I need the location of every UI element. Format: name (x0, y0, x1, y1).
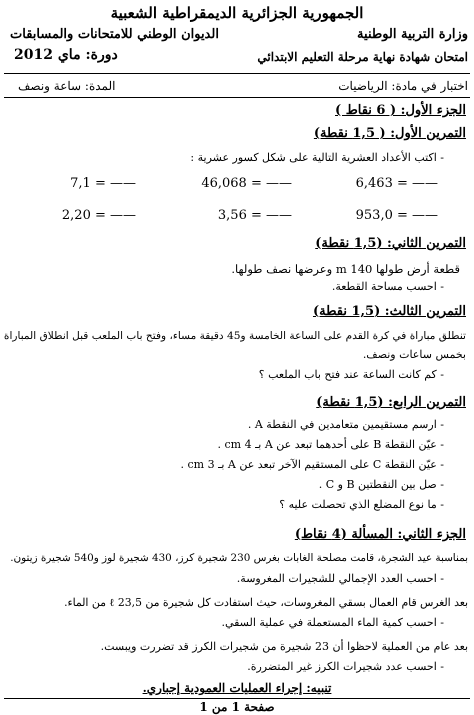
session-year: 2012 (14, 47, 53, 63)
exam-name: امتحان شهادة نهاية مرحلة التعليم الابتدائي (257, 50, 468, 64)
exam-subject: اختبار في مادة: الرياضيات (338, 79, 468, 93)
ex3-line3: - كم كانت الساعة عند فتح باب الملعب ؟ (259, 368, 444, 381)
subject-divider (4, 97, 470, 98)
ex1-item-4: 953,0 = —— (355, 208, 438, 223)
ex1-item-5: 3,56 = —— (217, 208, 292, 223)
ex2-title: التمرين الثاني: (1,5 نقطة) (315, 236, 466, 251)
ministry-name: وزارة التربية الوطنية (357, 27, 468, 42)
ex1-item-3: 7,1 = —— (70, 176, 136, 191)
ex1-item-1: 6,463 = —— (355, 176, 438, 191)
part1-title: الجزء الأول: ( 6 نقاط ) (335, 103, 466, 118)
ex4-line1: - ارسم مستقيمين متعامدين في النقطة A . (248, 418, 444, 431)
ex1-title: التمرين الأول: ( 1,5 نقطة) (313, 126, 466, 141)
part2-line4: - احسب كمية الماء المستعملة في عملية السقي. (221, 616, 444, 629)
footer-divider (4, 698, 470, 699)
ex2-line1: قطعة أرض طولها 140 m وعرضها نصف طولها. (231, 262, 460, 276)
republic-title: الجمهورية الجزائرية الديمقراطية الشعبية (110, 4, 364, 22)
part2-line3: بعد الغرس قام العمال بسقي المغروسات، حيث استفادت كل شجيرة من 23,5 ℓ من الماء. (64, 596, 468, 609)
part2-title: الجزء الثاني: المسألة (4 نقاط) (294, 527, 466, 542)
ex3-line1: تنطلق مباراة في كرة القدم على الساعة الخامسة و45 دقيقة مساء، وفتح باب الملعب قبل انطلاق المباراة (3, 330, 466, 342)
ex3-title: التمرين الثالث: (1,5 نقطة) (312, 304, 466, 319)
part2-line5: بعد عام من العملية لاحظوا أن 23 شجيرة من شجيرات الكرز قد تضررت ويبست. (100, 640, 468, 653)
part2-line2: - احسب العدد الإجمالي للشجيرات المغروسة. (237, 572, 444, 585)
ex1-item-6: 2,20 = —— (61, 208, 136, 223)
part2-line1: بمناسبة عيد الشجرة، قامت مصلحة الغابات بغرس 230 شجيرة كرز، 430 شجيرة لوز و540 شجيرة زيتون. (10, 552, 468, 564)
ex4-line2: - عيّن النقطة B على أحدهما تبعد عن A بـ 4 cm . (217, 438, 444, 451)
ex4-title: التمرين الرابع: (1,5 نقطة) (316, 395, 466, 410)
part2-line6: - احسب عدد شجيرات الكرز غير المتضررة. (247, 660, 444, 673)
ex2-line2: - احسب مساحة القطعة. (332, 280, 444, 293)
session-label: دورة: ماي (57, 47, 118, 63)
office-name: الديوان الوطني للامتحانات والمسابقات (10, 27, 219, 42)
ex4-line5: - ما نوع المضلع الذي تحصلت عليه ؟ (279, 498, 444, 511)
ex1-instruction: - اكتب الأعداد العشرية التالية على شكل كسور عشرية : (190, 151, 444, 164)
part2-note: تنبيه: إجراء العمليات العمودية إجباري. (142, 681, 332, 695)
header-divider (4, 73, 470, 74)
exam-session (14, 47, 118, 63)
exam-duration: المدة: ساعة ونصف (18, 79, 116, 93)
ex4-line4: - صل بين النقطتين B و C . (319, 478, 444, 491)
ex4-line3: - عيّن النقطة C على المستقيم الآخر تبعد عن A بـ 3 cm . (181, 458, 445, 471)
page-number: صفحة 1 من 1 (199, 700, 275, 714)
ex1-item-2: 46,068 = —— (201, 176, 292, 191)
ex3-line2: بخمس ساعات ونصف. (362, 348, 466, 361)
